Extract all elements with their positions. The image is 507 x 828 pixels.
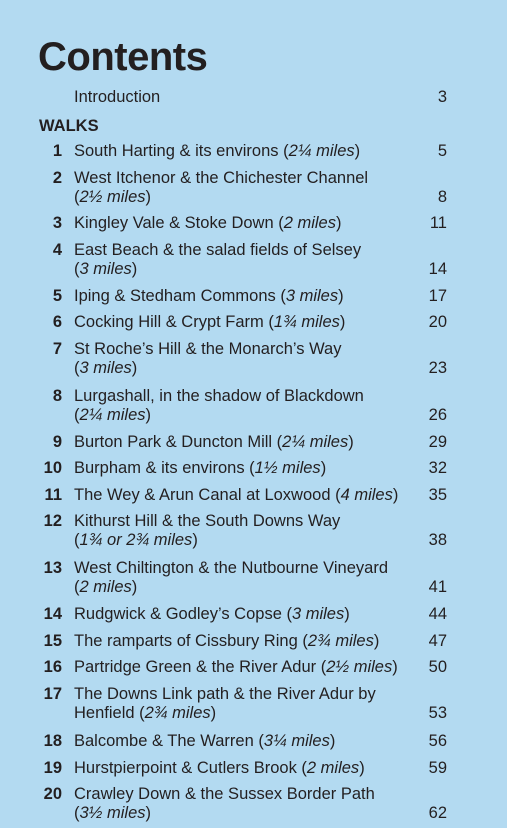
toc-entry-distance: 1¾ or 2¾ miles — [79, 531, 193, 549]
toc-entry-number: 1 — [52, 142, 62, 160]
toc-entry-distance: 2½ miles — [79, 188, 146, 206]
toc-entry-page: 23 — [428, 359, 447, 377]
toc-entry-title: The Downs Link path & the River Adur by Henfield (2¾ miles) — [74, 685, 376, 722]
toc-entry-title: Partridge Green & the River Adur (2½ miles) — [74, 658, 398, 676]
toc-entry-number: 3 — [52, 214, 62, 232]
toc-entry-title: Rudgwick & Godley’s Copse (3 miles) — [74, 605, 350, 623]
toc-entry-title: Hurstpierpoint & Cutlers Brook (2 miles) — [74, 759, 365, 777]
toc-entry-distance: 2¾ miles — [307, 632, 374, 650]
toc-entry-title: Iping & Stedham Commons (3 miles) — [74, 287, 344, 305]
toc-entry-title: South Harting & its environs (2¼ miles) — [74, 142, 361, 160]
page-title: Contents — [38, 35, 208, 79]
toc-entry-page: 20 — [428, 313, 447, 331]
toc-entry-number: 20 — [43, 785, 62, 803]
toc-entry-number: 14 — [43, 605, 62, 623]
toc-entry-title: The ramparts of Cissbury Ring (2¾ miles) — [74, 632, 380, 650]
toc-entry-page: 3 — [437, 88, 447, 106]
toc-entry-distance: 1¾ miles — [273, 313, 340, 331]
toc-entry-distance: 2¼ miles — [288, 142, 355, 160]
section-heading-walks: WALKS — [39, 117, 99, 135]
toc-entry-distance: 2 miles — [79, 578, 132, 596]
toc-entry-page: 53 — [428, 704, 447, 722]
toc-entry-number: 16 — [43, 658, 62, 676]
toc-entry-page: 5 — [437, 142, 447, 160]
toc-entry-title: The Wey & Arun Canal at Loxwood (4 miles) — [74, 486, 399, 504]
toc-entry-page: 62 — [428, 804, 447, 822]
toc-entry-title: East Beach & the salad fields of Selsey (3 miles) — [74, 241, 362, 278]
toc-entry-title: West Chiltington & the Nutbourne Vineyard (2 miles) — [74, 559, 388, 596]
toc-entry-number: 5 — [52, 287, 62, 305]
toc-entry-number: 13 — [43, 559, 62, 577]
toc-entry-page: 47 — [428, 632, 447, 650]
toc-entry-page: 50 — [428, 658, 447, 676]
toc-entry-number: 6 — [52, 313, 62, 331]
toc-entry-distance: 2 miles — [283, 214, 336, 232]
toc-entry-number: 15 — [43, 632, 62, 650]
toc-entry-title: Crawley Down & the Sussex Border Path (3½ miles) — [74, 785, 375, 822]
toc-entry-distance: 3¼ miles — [263, 732, 330, 750]
toc-entry-page: 32 — [428, 459, 447, 477]
toc-entry-title: Burpham & its environs (1½ miles) — [74, 459, 327, 477]
toc-entry-number: 4 — [52, 241, 62, 259]
toc-entry-number: 2 — [52, 169, 62, 187]
toc-entry-number: 7 — [52, 340, 62, 358]
toc-entry-page: 8 — [437, 188, 447, 206]
toc-entry-page: 56 — [428, 732, 447, 750]
toc-entry-page: 38 — [428, 531, 447, 549]
toc-entry-title: Kingley Vale & Stoke Down (2 miles) — [74, 214, 342, 232]
toc-entry-number: 12 — [43, 512, 62, 530]
toc-entry-page: 35 — [428, 486, 447, 504]
toc-entry-number: 9 — [52, 433, 62, 451]
toc-entry-title: Introduction — [74, 88, 161, 106]
toc-entry-number: 18 — [43, 732, 62, 750]
toc-entry-page: 59 — [428, 759, 447, 777]
toc-entry-distance: 2 miles — [306, 759, 360, 777]
toc-entry-page: 44 — [428, 605, 447, 623]
toc-entry-page: 29 — [428, 433, 447, 451]
toc-entry-title: St Roche’s Hill & the Monarch’s Way (3 miles) — [74, 340, 342, 377]
toc-entry-number: 8 — [52, 387, 62, 405]
toc-entry-title: Lurgashall, in the shadow of Blackdown (2¼ miles) — [74, 387, 364, 424]
toc-entry-page: 14 — [428, 260, 447, 278]
toc-entry-number: 11 — [44, 486, 62, 504]
toc-entry-page: 41 — [428, 578, 447, 596]
toc-entry-number: 10 — [43, 459, 62, 477]
toc-entry-distance: 3 miles — [291, 605, 345, 623]
toc-entry-title: Cocking Hill & Crypt Farm (1¾ miles) — [74, 313, 346, 331]
toc-entry-title: Burton Park & Duncton Mill (2¼ miles) — [74, 433, 354, 451]
toc-entry-title: Kithurst Hill & the South Downs Way (1¾ or 2¾ miles) — [74, 512, 341, 549]
toc-entry-distance: 4 miles — [340, 486, 393, 504]
toc-entry-distance: 3 miles — [79, 260, 132, 278]
toc-entry-title: West Itchenor & the Chichester Channel (2½ miles) — [74, 169, 369, 206]
toc-entry-distance: 3 miles — [285, 287, 339, 305]
toc-entry-page: 26 — [428, 406, 447, 424]
toc-entry-page: 17 — [428, 287, 447, 305]
toc-entry-distance: 3½ miles — [79, 804, 146, 822]
toc-entry-number: 19 — [43, 759, 62, 777]
toc-entry-page: 11 — [429, 214, 447, 232]
toc-entry-distance: 2¾ miles — [144, 704, 211, 722]
toc-entry-distance: 2¼ miles — [282, 433, 349, 451]
toc-entry-distance: 3 miles — [79, 359, 132, 377]
toc-entry-title: Balcombe & The Warren (3¼ miles) — [74, 732, 336, 750]
toc-entry-distance: 2¼ miles — [79, 406, 146, 424]
toc-entry-distance: 1½ miles — [254, 459, 321, 477]
toc-entry-number: 17 — [43, 685, 62, 703]
toc-entry-distance: 2½ miles — [326, 658, 393, 676]
